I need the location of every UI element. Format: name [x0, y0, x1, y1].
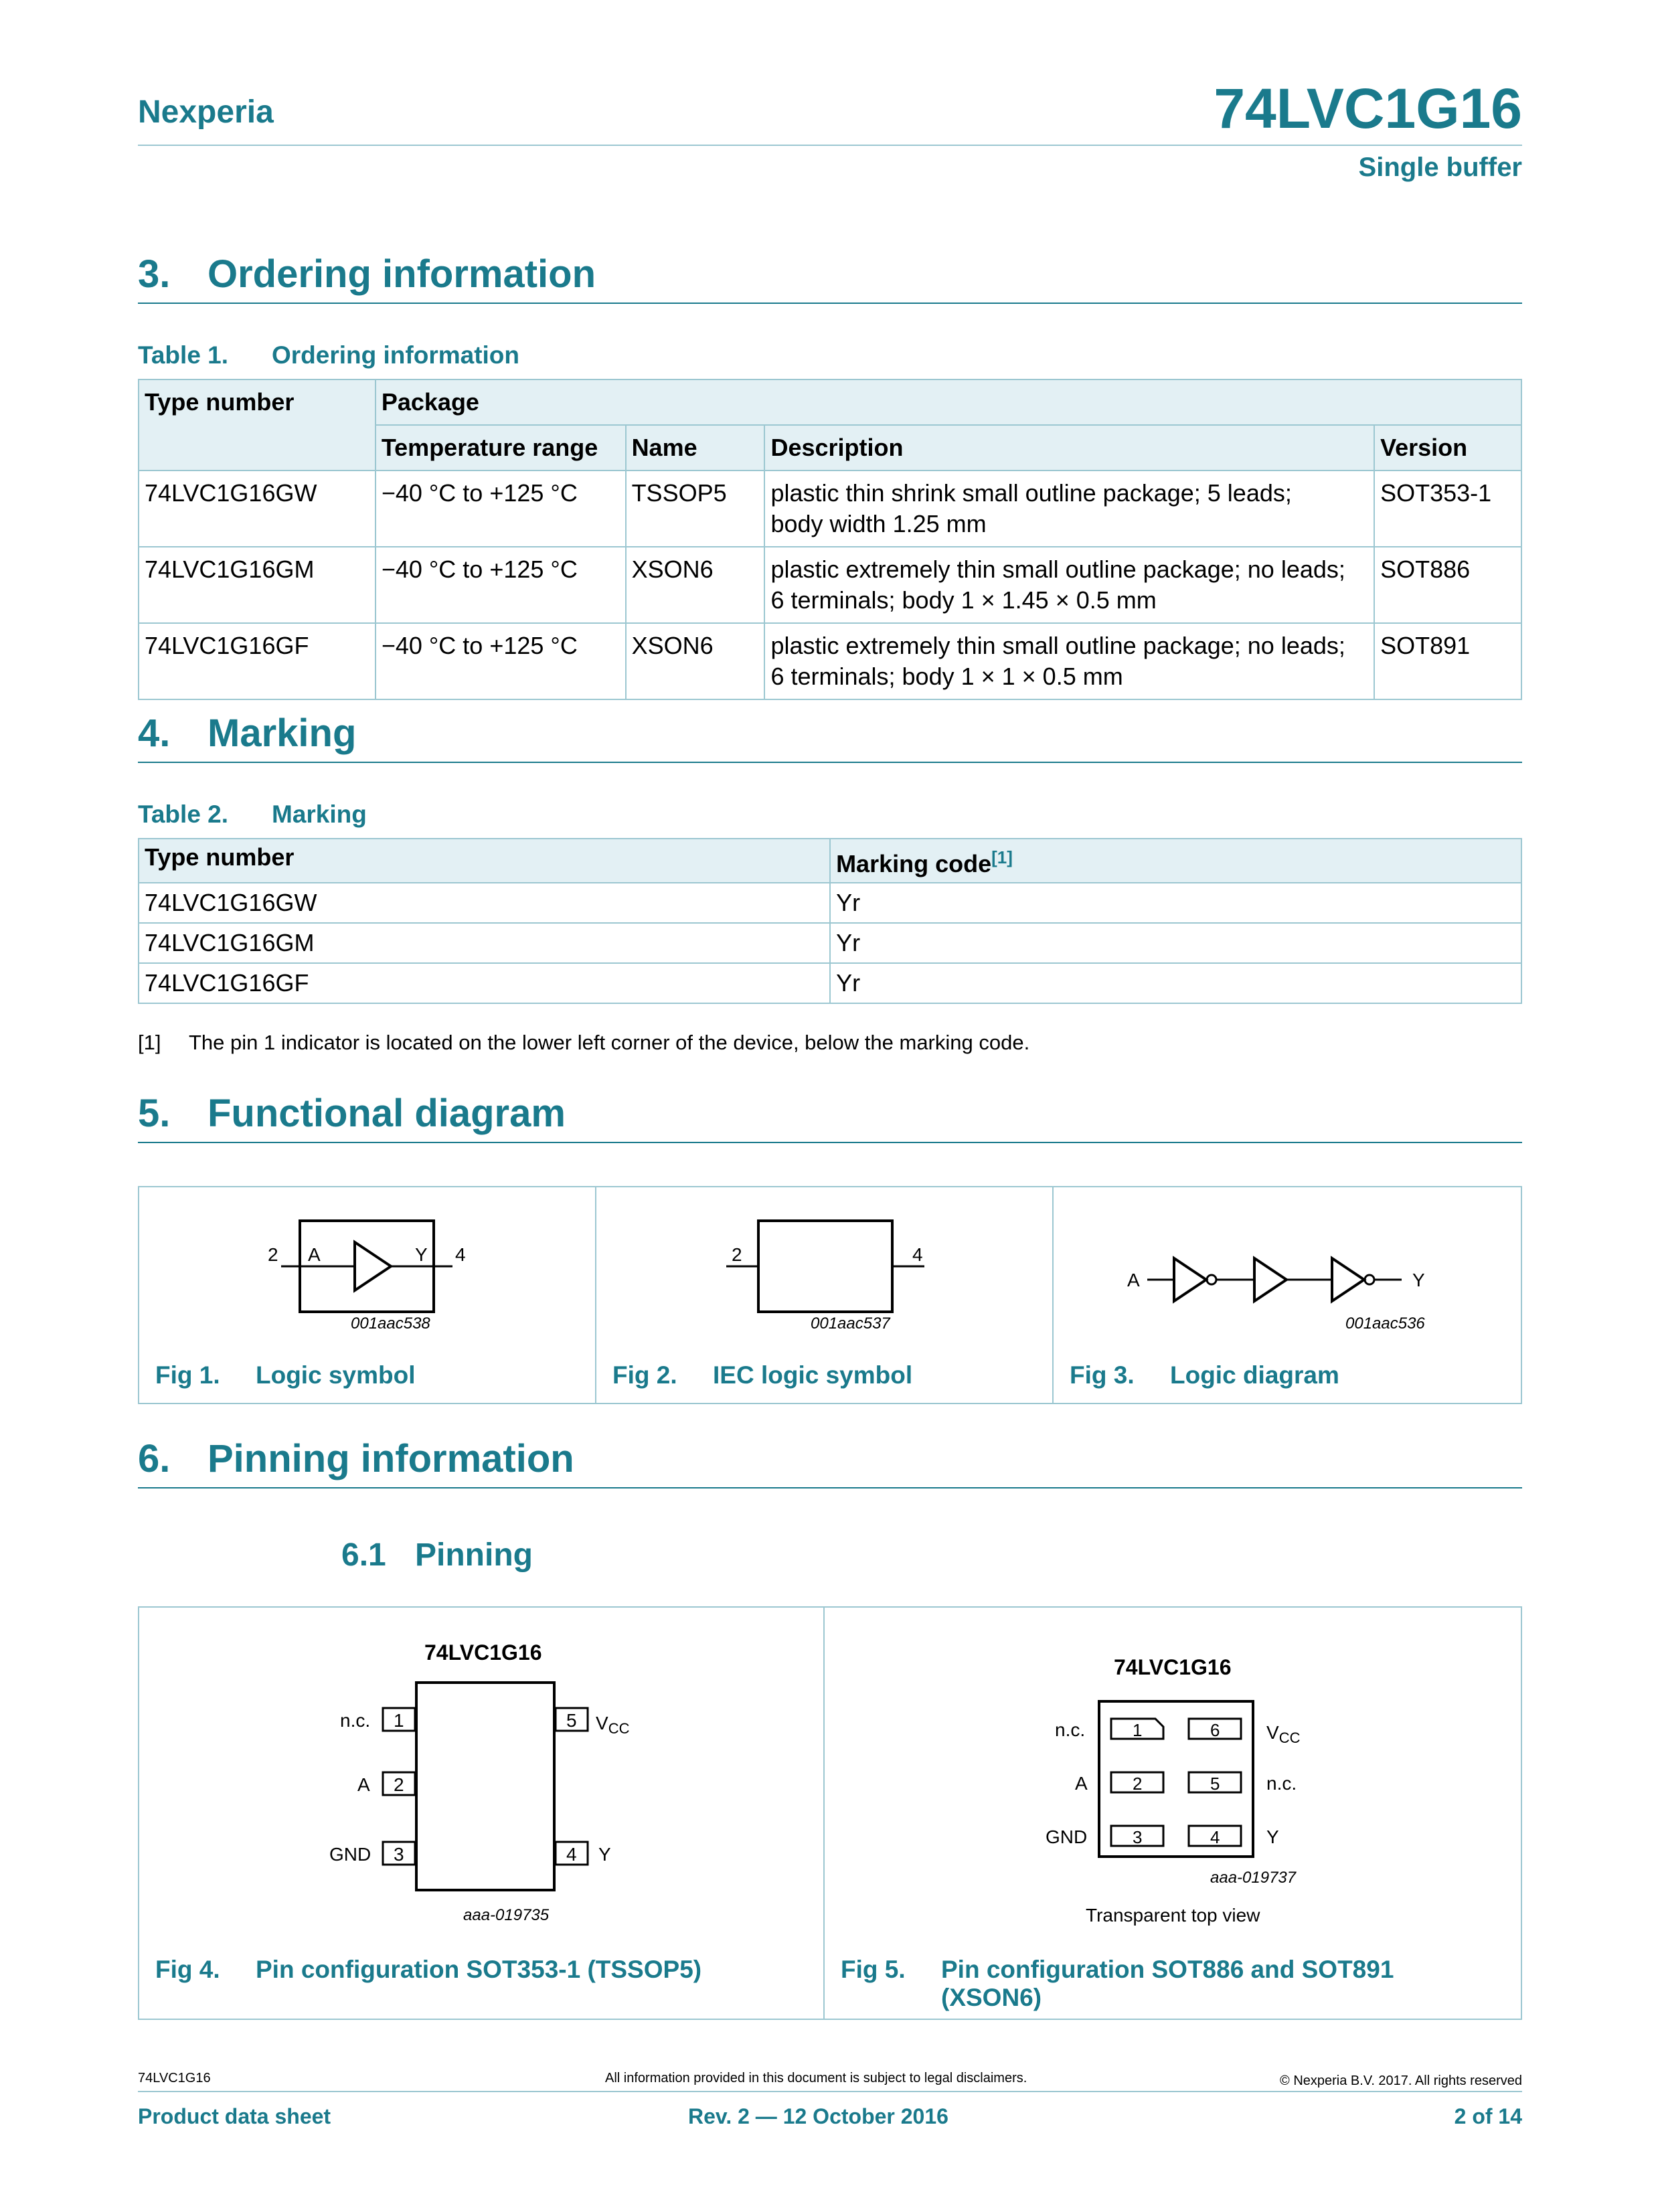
logic-gate-diagram — [1054, 1187, 1521, 1341]
pin-label-vcc: $V_{CC}$ — [1266, 1722, 1301, 1746]
footnote-number: [1] — [138, 1031, 161, 1054]
pin-label-a: A — [1075, 1773, 1088, 1794]
pin-label-nc: n.c. — [340, 1710, 371, 1731]
cell-temp: −40 °C to +125 °C — [376, 623, 626, 699]
footer-legal: All information provided in this document is subject to legal disclaimers. — [605, 2071, 1027, 2086]
pin-label-y: Y — [598, 1844, 611, 1865]
section-rule — [138, 303, 1522, 304]
fig1-logic-symbol — [138, 1186, 596, 1404]
figure-title: IEC logic symbol — [713, 1361, 913, 1389]
xson6-pinout-diagram — [825, 1608, 1521, 1956]
section-rule — [138, 762, 1522, 763]
chip-name: 74LVC1G16 — [424, 1640, 542, 1665]
cell-version: SOT891 — [1374, 623, 1521, 699]
marking-code-label: Marking code — [836, 850, 992, 877]
chip-name: 74LVC1G16 — [1114, 1655, 1232, 1679]
table-title: Marking — [272, 800, 367, 828]
section-rule — [138, 1487, 1522, 1488]
cell-type: 74LVC1G16GF — [139, 623, 376, 699]
cell-version: SOT886 — [1374, 547, 1521, 623]
cell-type: 74LVC1G16GW — [139, 471, 376, 547]
figure-label: Fig 1. — [155, 1361, 220, 1389]
th-marking-code — [830, 839, 1521, 883]
pin-label-gnd: GND — [329, 1844, 371, 1865]
th-type-number: Type number — [139, 839, 830, 883]
cell-code: Yr — [830, 883, 1521, 923]
cell-desc — [764, 623, 1374, 699]
section-pinning-heading — [138, 1436, 574, 1481]
subsection-title: Pinning — [415, 1537, 533, 1573]
pin-number: 6 — [1210, 1720, 1220, 1740]
cell-desc — [764, 471, 1374, 547]
desc-line-1: plastic thin shrink small outline package; 5 leads; — [770, 479, 1292, 507]
header-rule — [138, 145, 1522, 146]
pin-number: 5 — [566, 1710, 577, 1731]
footer-rule — [138, 2091, 1522, 2092]
ordering-table — [138, 379, 1522, 700]
fig5-pin-config-xson6 — [823, 1606, 1522, 2020]
figure-title: Logic diagram — [1170, 1361, 1339, 1389]
footer-doc-id: 74LVC1G16 — [138, 2071, 211, 2086]
figure-caption — [612, 1361, 912, 1389]
desc-line-2: 6 terminals; body 1 × 1 × 0.5 mm — [770, 663, 1123, 690]
pin-in-number: 2 — [268, 1244, 278, 1265]
fig4-pin-config-tssop5 — [138, 1606, 825, 2020]
desc-line-1: plastic extremely thin small outline package; no leads; — [770, 632, 1345, 659]
th-version: Version — [1374, 425, 1521, 471]
pin-label-nc: n.c. — [1055, 1719, 1086, 1740]
table-row — [139, 547, 1521, 623]
output-label: Y — [415, 1244, 428, 1265]
th-name: Name — [626, 425, 765, 471]
output-label: Y — [1412, 1270, 1425, 1290]
footnote-link[interactable]: [1] — [991, 847, 1013, 867]
table-label: Table 2. — [138, 800, 229, 828]
table2-caption — [138, 800, 367, 829]
section-number: 3. — [138, 252, 171, 296]
brand-name: Nexperia — [138, 94, 274, 130]
pin-number: 3 — [394, 1844, 404, 1865]
section-number: 4. — [138, 711, 171, 755]
section-title: Pinning information — [208, 1437, 574, 1480]
fig3-logic-diagram — [1052, 1186, 1522, 1404]
table-title: Ordering information — [272, 341, 519, 369]
pin-number: 2 — [1133, 1774, 1143, 1794]
figure-label: Fig 3. — [1070, 1361, 1135, 1389]
fig2-iec-logic-symbol — [595, 1186, 1054, 1404]
input-label: A — [1127, 1270, 1140, 1290]
cell-name: TSSOP5 — [626, 471, 765, 547]
figure-title-line-1: Pin configuration SOT886 and SOT891 — [941, 1956, 1394, 1983]
section-functional-heading — [138, 1091, 566, 1136]
drawing-code: aaa-019735 — [463, 1906, 550, 1924]
desc-line-2: 6 terminals; body 1 × 1.45 × 0.5 mm — [770, 586, 1157, 614]
footer-copyright: © Nexperia B.V. 2017. All rights reserved — [1280, 2073, 1522, 2088]
footer-doc-type: Product data sheet — [138, 2104, 331, 2128]
pin-label-vcc: $V_{CC}$ — [596, 1713, 630, 1737]
footnote-text: The pin 1 indicator is located on the lower left corner of the device, below the marking code. — [189, 1031, 1030, 1054]
footer-revision: Rev. 2 — 12 October 2016 — [688, 2104, 948, 2128]
table-label: Table 1. — [138, 341, 229, 369]
pin-label-y: Y — [1266, 1826, 1279, 1847]
table-row — [139, 471, 1521, 547]
subsection-number: 6.1 — [341, 1537, 386, 1573]
tssop5-pinout-diagram — [139, 1608, 823, 1956]
pin-label-a: A — [357, 1774, 370, 1795]
figure-label: Fig 2. — [612, 1361, 677, 1389]
cell-temp: −40 °C to +125 °C — [376, 547, 626, 623]
section-title: Marking — [208, 711, 357, 755]
th-type-number: Type number — [139, 379, 376, 471]
cell-temp: −40 °C to +125 °C — [376, 471, 626, 547]
input-label: A — [308, 1244, 321, 1265]
footer-page-number: 2 of 14 — [1454, 2104, 1522, 2128]
pin-number: 4 — [1210, 1827, 1220, 1847]
desc-line-2: body width 1.25 mm — [770, 510, 987, 537]
cell-code: Yr — [830, 923, 1521, 963]
pin-number: 1 — [1133, 1720, 1143, 1740]
table2-footnote — [138, 1031, 1029, 1055]
table-row — [139, 923, 1521, 963]
section-title: Ordering information — [208, 252, 596, 296]
cell-desc — [764, 547, 1374, 623]
desc-line-1: plastic extremely thin small outline package; no leads; — [770, 556, 1345, 583]
table-row — [139, 963, 1521, 1003]
figure-title-line-2: (XSON6) — [941, 1984, 1042, 2011]
marking-table — [138, 838, 1522, 1004]
section-marking-heading — [138, 711, 356, 756]
section-ordering-heading — [138, 252, 596, 296]
th-description: Description — [764, 425, 1374, 471]
view-note: Transparent top view — [1086, 1905, 1260, 1926]
cell-name: XSON6 — [626, 623, 765, 699]
part-subtitle: Single buffer — [1358, 153, 1522, 182]
cell-type: 74LVC1G16GM — [139, 923, 830, 963]
drawing-code: 001aac537 — [811, 1314, 890, 1333]
section-rule — [138, 1142, 1522, 1143]
pin-number: 5 — [1210, 1774, 1220, 1794]
table-row — [139, 623, 1521, 699]
table1-caption — [138, 341, 519, 369]
figure-caption — [1070, 1361, 1339, 1389]
cell-code: Yr — [830, 963, 1521, 1003]
pin-number: 2 — [394, 1774, 404, 1795]
figure-label: Fig 4. — [155, 1956, 220, 1983]
pin-out-number: 4 — [912, 1244, 923, 1265]
cell-type: 74LVC1G16GW — [139, 883, 830, 923]
cell-type: 74LVC1G16GF — [139, 963, 830, 1003]
pin-number: 1 — [394, 1710, 404, 1731]
figure-caption — [155, 1361, 415, 1389]
figure-caption — [155, 1956, 701, 1984]
th-temperature: Temperature range — [376, 425, 626, 471]
drawing-code: 001aac536 — [1345, 1314, 1425, 1333]
section-number: 5. — [138, 1092, 171, 1135]
drawing-code: aaa-019737 — [1210, 1869, 1297, 1887]
figure-title: Logic symbol — [256, 1361, 416, 1389]
pin-label-gnd: GND — [1046, 1826, 1088, 1847]
figure-title: Pin configuration SOT353-1 (TSSOP5) — [256, 1956, 702, 1983]
cell-version: SOT353-1 — [1374, 471, 1521, 547]
pin-label-nc-right: n.c. — [1266, 1773, 1297, 1794]
pin-number: 3 — [1133, 1827, 1143, 1847]
pin-number: 4 — [566, 1844, 577, 1865]
cell-name: XSON6 — [626, 547, 765, 623]
figure-title — [941, 1956, 1394, 2012]
table-row — [139, 883, 1521, 923]
pin-in-number: 2 — [732, 1244, 742, 1265]
cell-type: 74LVC1G16GM — [139, 547, 376, 623]
figure-caption — [841, 1956, 1394, 2012]
figure-label: Fig 5. — [841, 1956, 906, 1983]
drawing-code: 001aac538 — [351, 1314, 430, 1333]
section-number: 6. — [138, 1437, 171, 1480]
part-number: 74LVC1G16 — [1214, 77, 1522, 140]
section-title: Functional diagram — [208, 1092, 566, 1135]
th-package: Package — [376, 379, 1521, 425]
pin-out-number: 4 — [455, 1244, 466, 1265]
subsection-pinning-heading — [341, 1537, 533, 1573]
